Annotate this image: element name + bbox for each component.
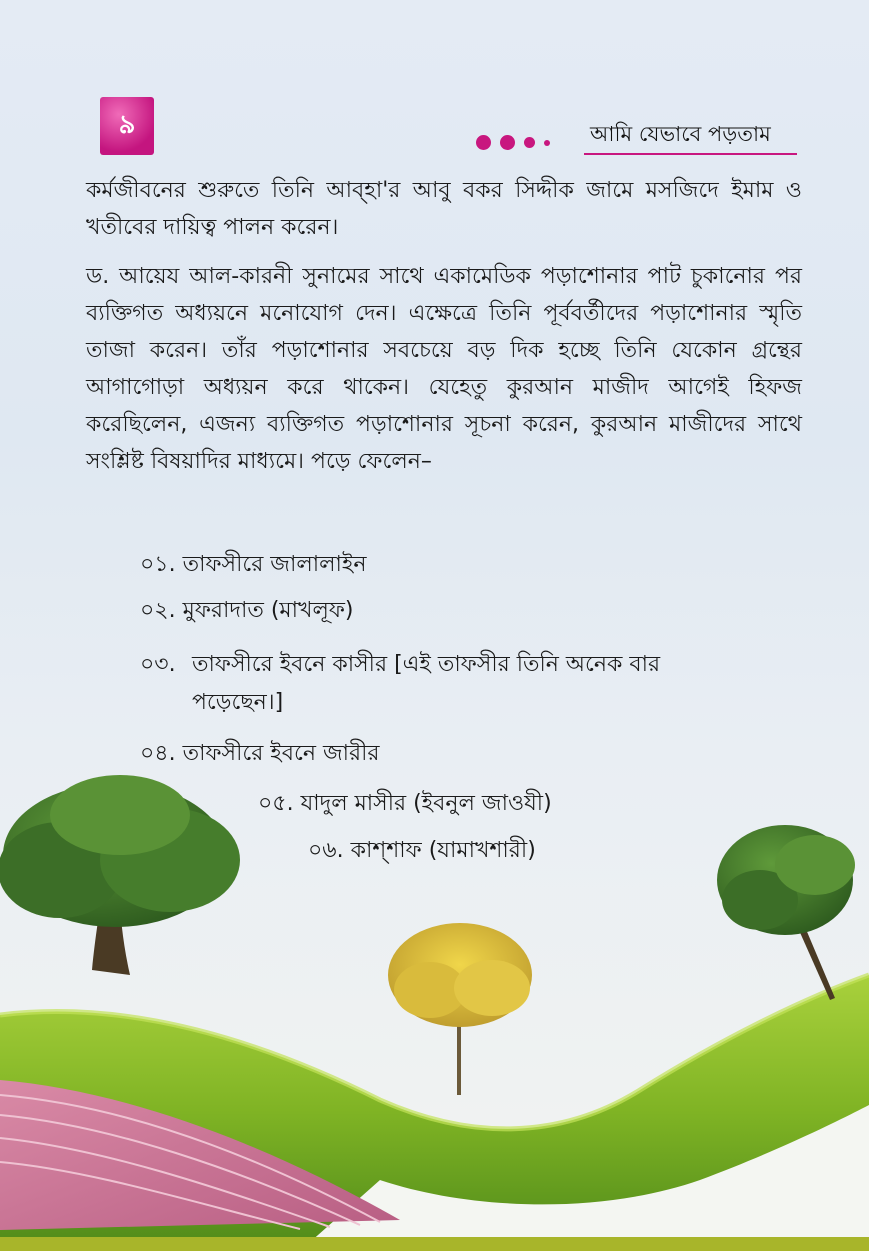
list-item [140,546,367,583]
dot-icon [524,137,535,148]
bottom-border [0,1237,869,1251]
dot-icon [476,135,491,150]
list-title: মুফরাদাত (মাখলূফ) [182,598,354,623]
list-title-continuation: পড়েছেন।] [192,690,284,715]
list-number: ০৬. [308,838,344,863]
list-title: যাদুল মাসীর (ইবনুল জাওযী) [300,791,552,816]
tree-icon [388,923,532,1095]
paragraph-1: কর্মজীবনের শুরুতে তিনি আব্হা'র আবু বকর সিদ্দীক জামে মসজিদে ইমাম ও খতীবের দায়িত্ব পালন করেন। [86,178,802,240]
list-number: ০৫. [258,791,294,816]
running-title: আমি যেভাবে পড়তাম [590,122,771,146]
list-item [140,592,354,629]
page-number: ৯ [118,110,136,140]
list-title: তাফসীরে ইবনে কাসীর [এই তাফসীর তিনি অনেক বার [192,652,661,677]
list-number: ০৩. [140,652,176,677]
header-underline [584,153,797,155]
list-title: তাফসীরে ইবনে জারীর [182,741,380,766]
header-dots [476,135,550,150]
tree-icon [0,775,240,975]
paragraph-2: ড. আয়েয আল-কারনী সুনামের সাথে একামেডিক পড়াশোনার পাট চুকানোর পর ব্যক্তিগত অধ্যয়নে মনোযোগ দেন। এক্ষেত্রে তিনি পূর্ববর্তীদের পড়াশোনার স্মৃতি তাজা করেন। তাঁর পড়াশোনার সবচেয়ে বড় দিক হচ্ছে তিনি যেকোন গ্রন্থের আগাগোড়া অধ্যয়ন করে থাকেন। যেহেতু কুরআন মাজীদ আগেই হিফজ করেছিলেন, এজন্য ব্যক্তিগত পড়াশোনার সূচনা করেন, কুরআন মাজীদের সাথে সংশ্লিষ্ট বিষয়াদির মাধ্যমে। পড়ে ফেলেন– [86,264,802,474]
tree-icon [717,825,855,1000]
list-number: ০২. [140,598,176,623]
list-number: ০১. [140,552,176,577]
list-title: কাশ্শাফ (যামাখশারী) [350,838,536,863]
dot-icon [500,135,515,150]
list-number: ০৪. [140,741,176,766]
page-number-badge [100,97,154,155]
dot-icon [544,140,550,146]
list-item [140,646,804,683]
list-title: তাফসীরে জালালাইন [182,552,367,577]
landscape-illustration [0,760,869,1251]
